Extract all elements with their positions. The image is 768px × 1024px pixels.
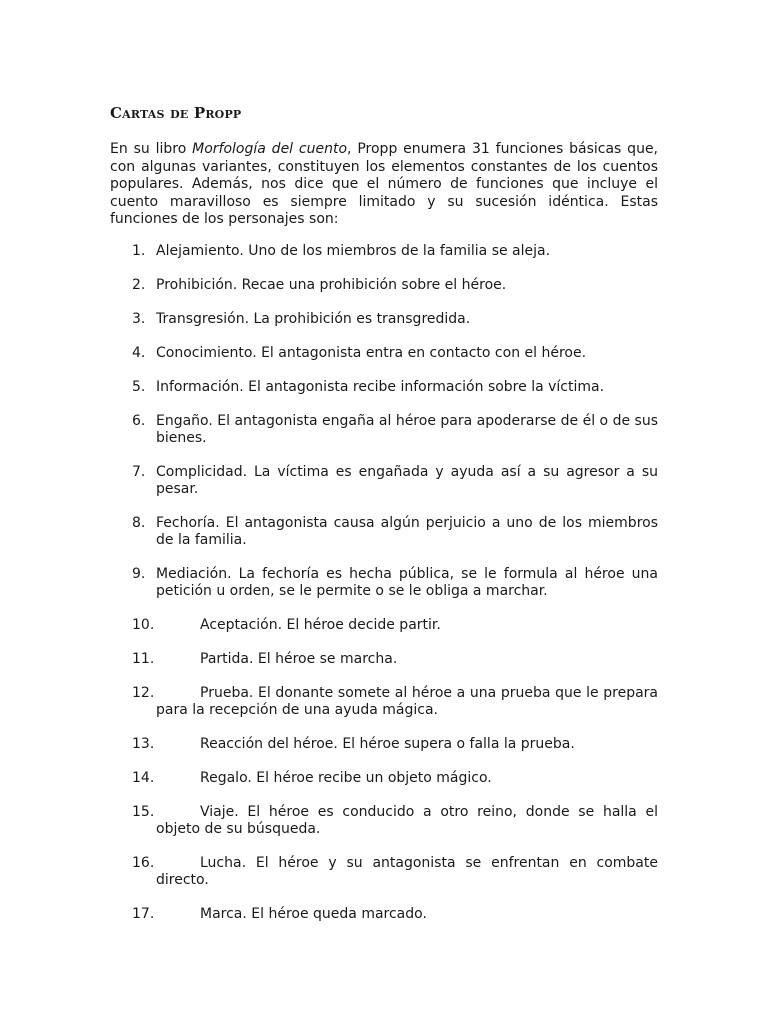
item-text: Prohibición. Recae una prohibición sobre el héroe. <box>156 277 507 293</box>
item-number: 12. <box>132 685 155 701</box>
item-number: 1. <box>132 243 146 259</box>
list-item <box>110 413 658 447</box>
item-number: 11. <box>132 651 155 667</box>
list-item <box>110 515 658 549</box>
item-text: Prueba. El donante somete al héroe a una prueba que le prepara para la recepción de una ayuda mágica. <box>156 685 658 718</box>
document-title: Cartas de Propp <box>110 104 242 122</box>
intro-paragraph <box>110 141 658 229</box>
item-number: 2. <box>132 277 146 293</box>
list-item <box>110 379 658 396</box>
item-text: Complicidad. La víctima es engañada y ayuda así a su agresor a su pesar. <box>156 464 658 497</box>
item-text: Marca. El héroe queda marcado. <box>200 906 427 922</box>
item-number: 13. <box>132 736 155 752</box>
item-text: Alejamiento. Uno de los miembros de la familia se aleja. <box>156 243 551 259</box>
list-item <box>110 311 658 328</box>
item-text: Partida. El héroe se marcha. <box>200 651 398 667</box>
list-item <box>110 651 658 668</box>
item-number: 6. <box>132 413 146 429</box>
item-text: Aceptación. El héroe decide partir. <box>200 617 441 633</box>
item-text: Viaje. El héroe es conducido a otro reino, donde se halla el objeto de su búsqueda. <box>156 804 658 837</box>
item-text: Información. El antagonista recibe información sobre la víctima. <box>156 379 605 395</box>
item-text: Lucha. El héroe y su antagonista se enfrentan en combate directo. <box>156 855 658 888</box>
item-number: 9. <box>132 566 146 582</box>
list-item <box>110 464 658 498</box>
item-text: Mediación. La fechoría es hecha pública, se le formula al héroe una petición u orden, se le permite o se le obliga a marchar. <box>156 566 658 599</box>
item-text: Fechoría. El antagonista causa algún perjuicio a uno de los miembros de la familia. <box>156 515 658 548</box>
list-item <box>110 243 658 260</box>
functions-list <box>110 243 658 940</box>
list-item <box>110 685 658 719</box>
item-text: Conocimiento. El antagonista entra en contacto con el héroe. <box>156 345 587 361</box>
list-item <box>110 906 658 923</box>
item-number: 3. <box>132 311 146 327</box>
list-item <box>110 855 658 889</box>
item-text: Regalo. El héroe recibe un objeto mágico. <box>200 770 492 786</box>
list-item <box>110 770 658 787</box>
list-item <box>110 617 658 634</box>
item-text: Reacción del héroe. El héroe supera o falla la prueba. <box>200 736 575 752</box>
list-item <box>110 566 658 600</box>
intro-after: , Propp enumera 31 funciones básicas que, con algunas variantes, constituyen los elementos constantes de los cuentos populares. Además, nos dice que el número de funciones que incluye el cuento maravilloso es siempre limitado y su sucesión idéntica. Estas funciones de los personajes son: <box>110 141 659 227</box>
item-number: 16. <box>132 855 155 871</box>
item-number: 10. <box>132 617 155 633</box>
list-item <box>110 736 658 753</box>
item-number: 5. <box>132 379 146 395</box>
list-item <box>110 804 658 838</box>
item-number: 14. <box>132 770 155 786</box>
item-number: 4. <box>132 345 146 361</box>
item-number: 17. <box>132 906 155 922</box>
item-text: Engaño. El antagonista engaña al héroe para apoderarse de él o de sus bienes. <box>156 413 658 446</box>
list-item <box>110 277 658 294</box>
item-number: 7. <box>132 464 146 480</box>
list-item <box>110 345 658 362</box>
item-number: 15. <box>132 804 155 820</box>
intro-before: En su libro <box>110 141 193 157</box>
item-text: Transgresión. La prohibición es transgredida. <box>156 311 471 327</box>
book-title: Morfología del cuento <box>192 141 348 157</box>
item-number: 8. <box>132 515 146 531</box>
